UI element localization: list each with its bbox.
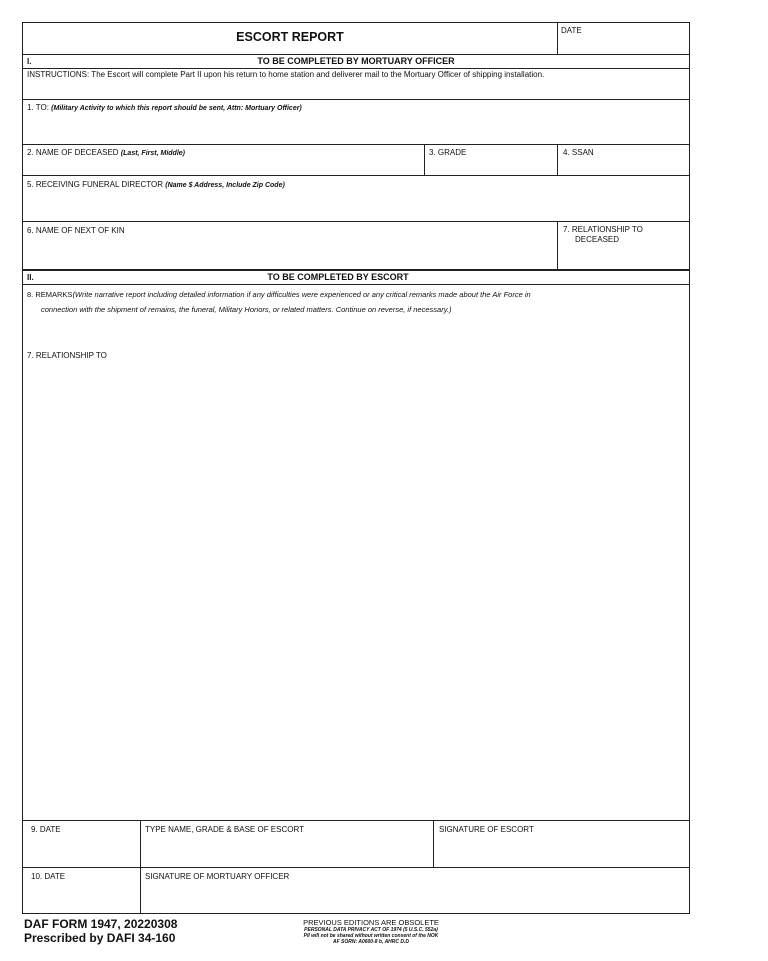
relationship-label-line2: DECEASED [575, 235, 620, 244]
deceased-hint: (Last, First, Middle) [120, 150, 185, 157]
form-id: DAF FORM 1947, 20220308 [24, 917, 178, 931]
form-identifier [24, 917, 177, 945]
remarks-line-1 [27, 287, 687, 302]
date-9-field[interactable] [31, 825, 137, 863]
escort-report-form [22, 22, 690, 914]
section-1-number: I. [27, 57, 32, 66]
funeral-hint: (Name $ Address, Include Zip Code) [165, 182, 285, 189]
divider [23, 284, 689, 285]
privacy-line-2: PII will not be shared without written consent of the NOK [303, 933, 439, 939]
divider [557, 221, 558, 269]
escort-name-field[interactable] [145, 825, 429, 863]
relationship-label-line1: 7. RELATIONSHIP TO [563, 225, 643, 234]
to-hint: (Military Activity to which this report should be sent, Attn: Mortuary Officer) [51, 105, 302, 112]
section-1-heading: TO BE COMPLETED BY MORTUARY OFFICER [257, 56, 455, 66]
date-label: DATE [561, 26, 582, 35]
remarks-hint-1: (Write narrative report including detailed information if any difficulties were experienced or any critical remarks made about the Air Force in [72, 290, 531, 299]
divider [23, 269, 689, 271]
divider [23, 175, 689, 176]
nok-label: 6. NAME OF NEXT OF KIN [27, 226, 125, 235]
section-2-heading: TO BE COMPLETED BY ESCORT [267, 272, 409, 282]
date-9-label: 9. DATE [31, 825, 61, 834]
mortuary-signature-label: SIGNATURE OF MORTUARY OFFICER [145, 872, 290, 881]
escort-signature-label: SIGNATURE OF ESCORT [439, 825, 534, 834]
escort-signature-field[interactable] [439, 825, 687, 863]
divider [557, 144, 558, 175]
privacy-line-3: AF SORN: A0600-8 b, AHRC D.D [332, 939, 410, 945]
stray-relationship-text: 7. RELATIONSHIP TO [27, 351, 107, 360]
remarks-field[interactable] [27, 287, 687, 817]
date-10-field[interactable] [31, 872, 137, 910]
ssan-label: 4. SSAN [563, 148, 594, 157]
funeral-label: 5. RECEIVING FUNERAL DIRECTOR [27, 180, 164, 189]
divider [424, 144, 425, 175]
ssan-field[interactable] [563, 148, 687, 172]
divider [433, 820, 434, 867]
section-2-number: II. [27, 273, 34, 282]
instructions-text: INSTRUCTIONS: The Escort will complete Part II upon his return to home station and deliverer mail to the Mortuary Officer of shipping installation. [27, 70, 545, 79]
divider [23, 820, 689, 821]
divider [23, 99, 689, 100]
divider [23, 68, 689, 69]
mortuary-signature-field[interactable] [145, 872, 685, 910]
form-title: ESCORT REPORT [236, 30, 344, 44]
to-field[interactable] [27, 103, 687, 143]
obsolete-notice: PREVIOUS EDITIONS ARE OBSOLETE [303, 918, 439, 927]
next-of-kin-field[interactable] [27, 226, 553, 266]
date-field[interactable] [561, 26, 687, 52]
escort-name-label: TYPE NAME, GRADE & BASE OF ESCORT [145, 825, 304, 834]
remarks-hint-2: connection with the shipment of remains, the funeral, Military Honors, or related matters. Continue on reverse, if necessary.) [41, 305, 452, 314]
funeral-director-field[interactable] [27, 180, 687, 218]
prescribed-by: Prescribed by DAFI 34-160 [24, 931, 176, 945]
date-10-label: 10. DATE [31, 872, 66, 881]
deceased-label: 2. NAME OF DECEASED [27, 148, 119, 157]
footer-notices [266, 918, 476, 945]
to-label: 1. TO: [27, 103, 49, 112]
grade-label: 3. GRADE [429, 148, 467, 157]
deceased-name-field[interactable] [27, 148, 423, 172]
divider [23, 144, 689, 145]
divider [23, 867, 689, 868]
privacy-line-1: PERSONAL DATA PRIVACY ACT OF 1974 (5 U.S.C. 552a) [304, 927, 438, 933]
divider [23, 221, 689, 222]
divider [557, 23, 558, 54]
divider [23, 54, 689, 55]
grade-field[interactable] [429, 148, 555, 172]
relationship-field[interactable] [563, 225, 687, 265]
remarks-label: 8. REMARKS [27, 290, 73, 299]
